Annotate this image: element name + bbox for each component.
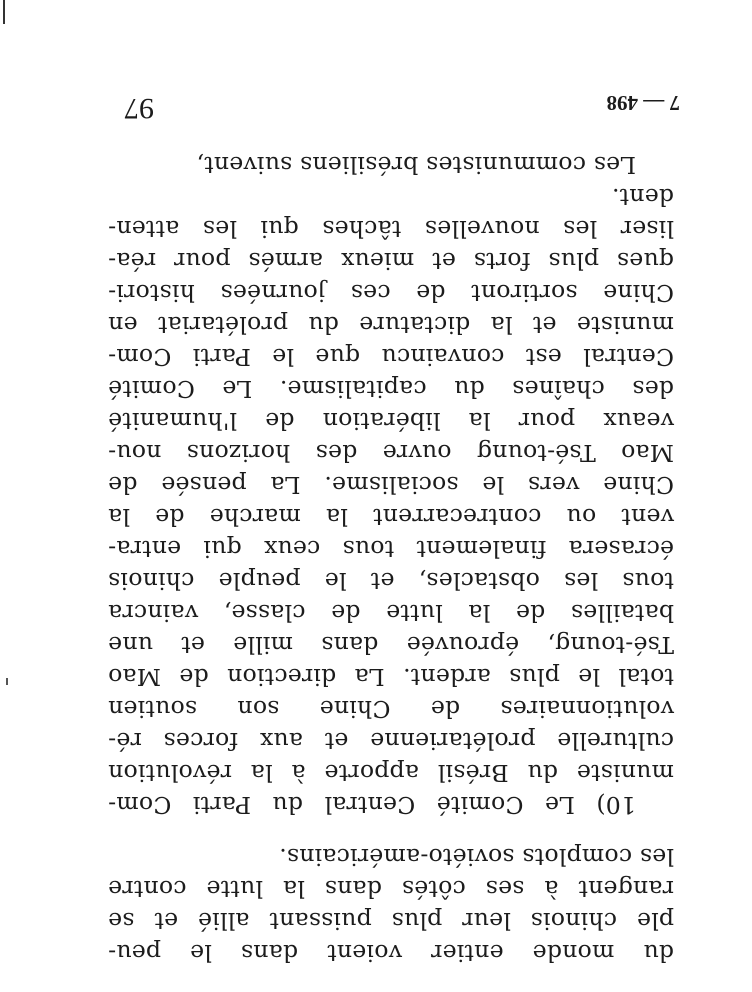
text-line: ple chinois leur plus puissant allié et se	[108, 907, 674, 935]
text-line: Chine vers le socialisme. La pensée de	[108, 471, 674, 499]
text-line: veaux pour la libération de l'humanité	[108, 407, 674, 435]
text-line: dent.	[611, 183, 674, 211]
text-line: Mao Tsé-toung ouvre des horizons nou-	[108, 439, 674, 467]
text-line: rangent à ses côtés dans la lutte contre	[108, 875, 674, 903]
text-line: Les communistes brésiliens suivent,	[196, 151, 636, 179]
text-line: du monde entier voient dans le peu-	[108, 939, 674, 967]
text-line: écrasera finalement tous ceux qui entra-	[108, 535, 674, 563]
text-line: muniste et la dictature du prolétariat en	[108, 311, 674, 339]
page-number: 97	[124, 92, 154, 125]
text-line: les complots soviéto-américains.	[279, 843, 674, 871]
text-line: volutionnaires de Chine son soutien	[108, 695, 674, 723]
text-line: batailles de la lutte de classe, vaincra	[108, 599, 674, 627]
text-line: Chine sortiront de ces journées histori-	[108, 279, 674, 307]
text-line: liser les nouvelles tâches qui les atten-	[108, 215, 674, 243]
text-line: des chaînes du capitalisme. Le Comité	[108, 375, 674, 403]
text-line: 10) Le Comité Central du Parti Com-	[108, 791, 636, 819]
text-line: vent ou contrecarrent la marche de la	[108, 503, 674, 531]
text-line: ques plus forts et mieux armés pour réa-	[108, 247, 674, 275]
signature-mark: 7 — 498	[606, 91, 680, 115]
text-line: culturelle prolétarienne et aux forces ré-	[108, 727, 674, 755]
scan-edge-mark	[3, 0, 5, 24]
text-line: Tsé-toung, éprouvée dans mille et une	[108, 631, 674, 659]
text-line: tous les obstacles, et le peuple chinois	[108, 567, 674, 595]
text-line: total le plus ardent. La direction de Mao	[108, 663, 674, 691]
text-line: Central est convaincu que le Parti Com-	[108, 343, 674, 371]
text-line: muniste du Brésil apporte à la révolution	[108, 759, 674, 787]
scan-speck	[6, 678, 8, 685]
